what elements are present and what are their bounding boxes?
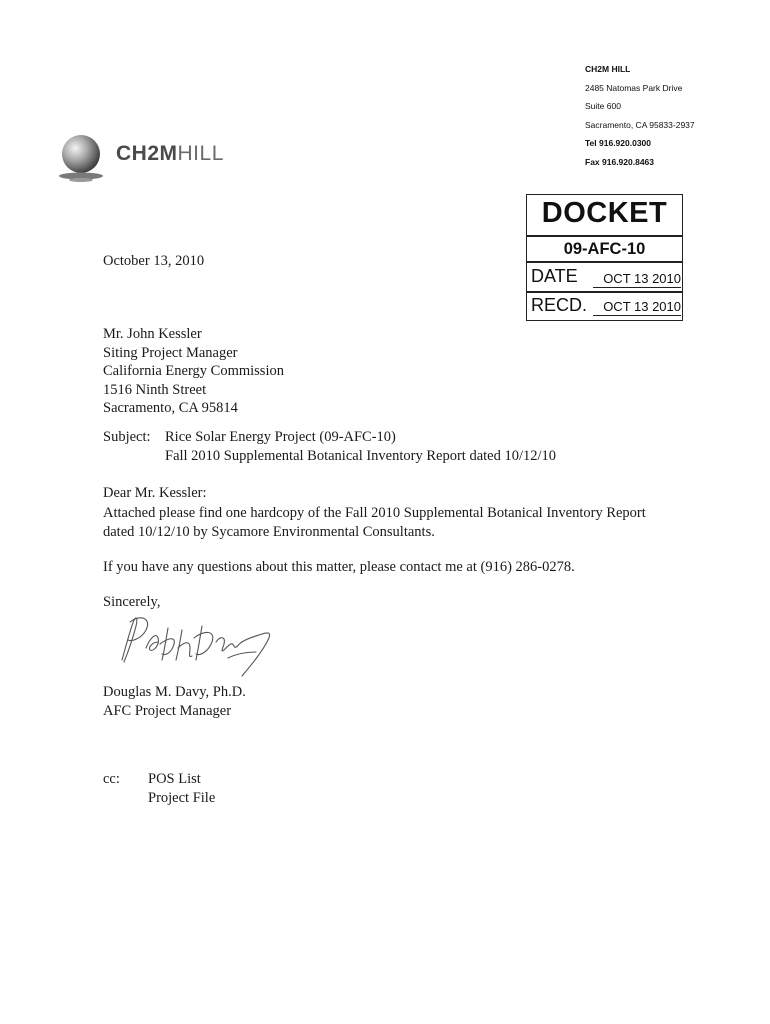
signer-title: AFC Project Manager — [103, 702, 232, 719]
body-paragraph: If you have any questions about this matter, please contact me at (916) 286-0278. — [103, 559, 575, 575]
letter-date: October 13, 2010 — [103, 253, 205, 269]
docket-title: DOCKET — [541, 197, 668, 229]
logo-wordmark — [116, 142, 224, 166]
logo-wordmark-light: HILL — [177, 142, 224, 165]
subject-line: Fall 2010 Supplemental Botanical Inventory Report dated 10/12/10 — [165, 447, 557, 464]
recipient-line: Sacramento, CA 95814 — [103, 400, 238, 416]
recipient-line: California Energy Commission — [103, 363, 284, 379]
phone-number: Tel 916.920.0300 — [585, 138, 652, 148]
address-city: Sacramento, CA 95833-2937 — [585, 119, 695, 130]
docket-stamp — [526, 194, 683, 321]
recipient-line: 1516 Ninth Street — [103, 381, 207, 398]
body-paragraph — [103, 504, 646, 541]
closing: Sincerely, — [103, 594, 161, 610]
subject-line: Rice Solar Energy Project (09-AFC-10) — [165, 429, 396, 445]
docket-date-value: OCT 13 2010 — [593, 271, 681, 288]
docket-date-label: DATE — [531, 266, 578, 286]
company-name: CH2M HILL — [585, 64, 631, 74]
recipient-address — [103, 325, 284, 418]
docket-divider — [527, 261, 682, 263]
subject-text — [165, 428, 556, 465]
cc-item: POS List — [148, 771, 201, 787]
docket-recd-label: RECD. — [531, 295, 588, 315]
salutation: Dear Mr. Kessler: — [103, 485, 207, 501]
company-logo — [57, 132, 107, 189]
docket-divider — [527, 235, 682, 237]
body-line: Attached please find one hardcopy of the Fall 2010 Supplemental Botanical Inventory Report — [103, 505, 646, 521]
logo-wordmark-bold: CH2M — [116, 142, 178, 165]
fax-number: Fax 916.920.8463 — [585, 156, 655, 167]
signature-block — [103, 683, 246, 720]
subject-label: Subject: — [103, 429, 151, 445]
handwritten-signature — [116, 608, 296, 688]
letterhead-address — [585, 60, 695, 171]
signer-name: Douglas M. Davy, Ph.D. — [103, 684, 246, 700]
recipient-line: Mr. John Kessler — [103, 326, 202, 342]
docket-number: 09-AFC-10 — [563, 240, 646, 258]
globe-logo-icon — [57, 132, 107, 184]
signature-icon — [116, 608, 296, 683]
cc-list — [148, 770, 215, 807]
docket-divider — [527, 291, 682, 293]
cc-item: Project File — [148, 789, 216, 806]
address-suite: Suite 600 — [585, 101, 621, 111]
address-street: 2485 Natomas Park Drive — [585, 82, 683, 93]
recipient-line: Siting Project Manager — [103, 344, 238, 361]
cc-label: cc: — [103, 771, 120, 787]
body-line: dated 10/12/10 by Sycamore Environmental Consultants. — [103, 523, 435, 540]
docket-recd-value: OCT 13 2010 — [593, 299, 681, 316]
